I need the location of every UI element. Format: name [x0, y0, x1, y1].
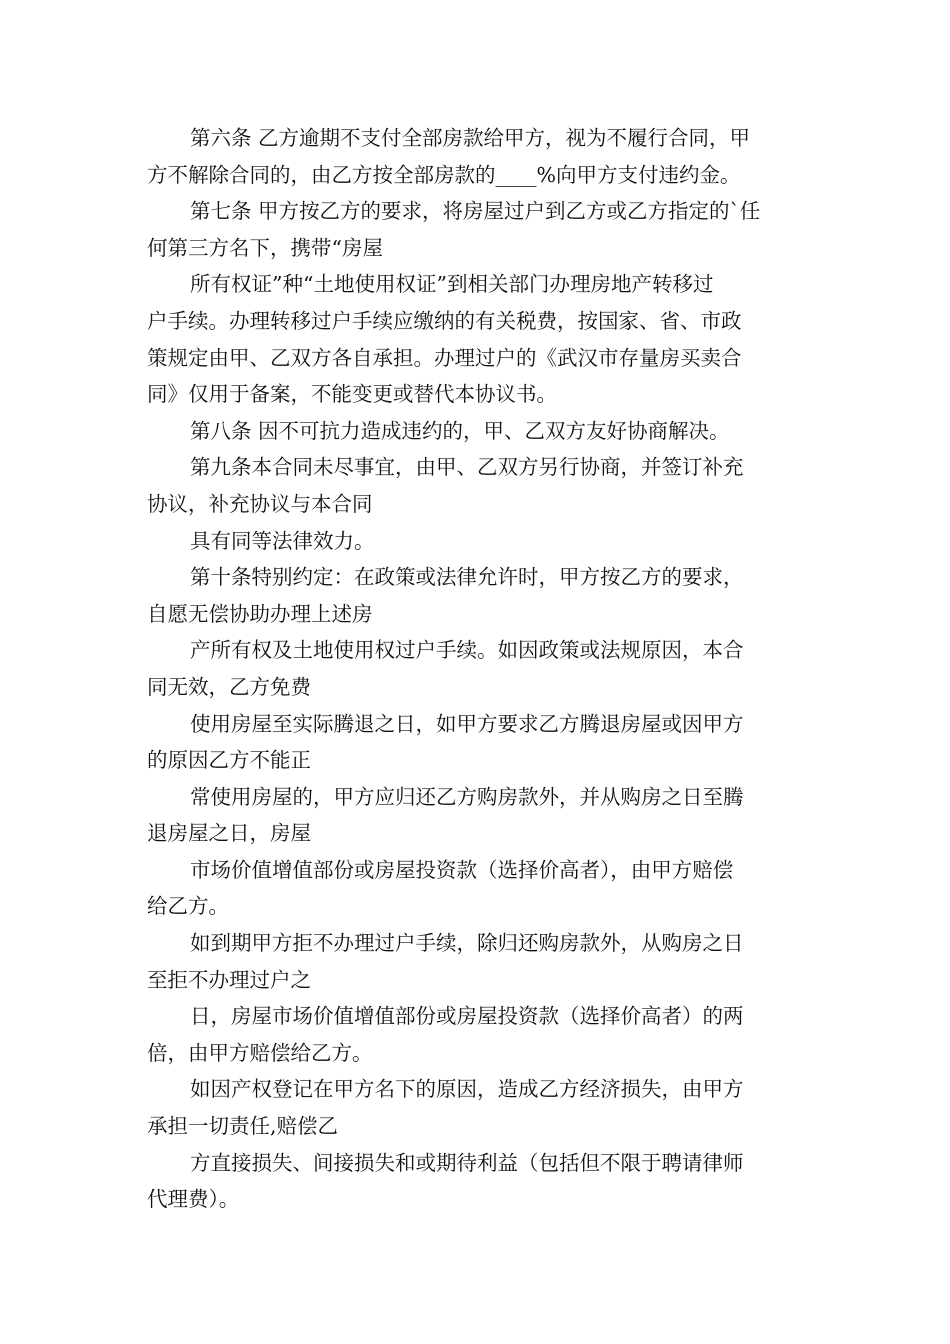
text-line: 代理费）。	[147, 1187, 240, 1212]
text-line: 市场价值增值部份或房屋投资款（选择价高者），由甲方赔偿	[190, 857, 734, 882]
text-line: 第八条 因不可抗力造成违约的，甲、乙双方友好协商解决。	[190, 418, 730, 443]
text-line: 承担一切责任,赔偿乙	[147, 1114, 339, 1139]
text-line: 使用房屋至实际腾退之日，如甲方要求乙方腾退房屋或因甲方	[190, 711, 744, 736]
text-line: 倍，由甲方赔偿给乙方。	[147, 1040, 373, 1065]
text-line: 何第三方名下，携带“房屋	[147, 235, 383, 260]
text-line: 具有同等法律效力。	[190, 528, 375, 553]
text-line: 常使用房屋的，甲方应归还乙方购房款外，并从购房之日至腾	[190, 784, 744, 809]
text-line: 户手续。办理转移过户手续应缴纳的有关税费，按国家、省、市政	[147, 308, 742, 333]
text-line: 策规定由甲、乙双方各自承担。办理过户的《武汉市存量房买卖合	[147, 345, 742, 370]
text-line: 方直接损失、间接损失和或期待利益（包括但不限于聘请律师	[190, 1150, 744, 1175]
text-line: 方不解除合同的，由乙方按全部房款的____%向甲方支付违约金。	[147, 162, 741, 187]
text-line: 产所有权及土地使用权过户手续。如因政策或法规原因，本合	[190, 638, 744, 663]
text-line: 退房屋之日，房屋	[147, 821, 311, 846]
text-line: 如因产权登记在甲方名下的原因，造成乙方经济损失，由甲方	[190, 1077, 744, 1102]
text-line: 第六条 乙方逾期不支付全部房款给甲方，视为不履行合同，甲	[190, 126, 751, 150]
text-line: 所有权证”种“土地使用权证”到相关部门办理房地产转移过	[190, 272, 714, 297]
text-line: 同无效，乙方免费	[147, 674, 311, 699]
text-line: 至拒不办理过户之	[147, 967, 311, 992]
text-line: 第十条特别约定：在政策或法律允许时，甲方按乙方的要求，	[190, 565, 744, 590]
contract-text	[147, 120, 807, 1218]
text-line: 如到期甲方拒不办理过户手续，除归还购房款外，从购房之日	[190, 931, 744, 956]
text-line: 自愿无偿协助办理上述房	[147, 601, 373, 626]
text-line: 第九条本合同未尽事宜，由甲、乙双方另行协商，并签订补充	[190, 455, 744, 480]
text-line: 同》仅用于备案，不能变更或替代本协议书。	[147, 382, 557, 407]
text-line: 的原因乙方不能正	[147, 748, 311, 773]
text-line: 协议，补充协议与本合同	[147, 491, 373, 516]
text-line: 第七条 甲方按乙方的要求，将房屋过户到乙方或乙方指定的`任	[190, 199, 761, 224]
text-line: 给乙方。	[147, 894, 229, 919]
text-line: 日，房屋市场价值增值部份或房屋投资款（选择价高者）的两	[190, 1004, 744, 1029]
